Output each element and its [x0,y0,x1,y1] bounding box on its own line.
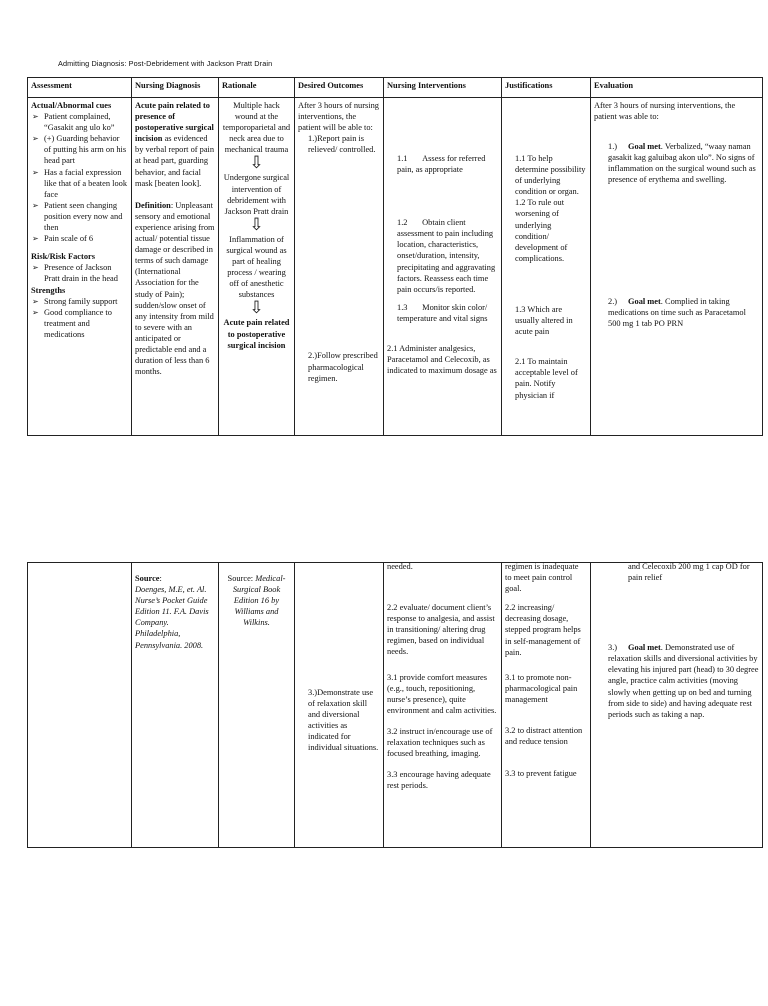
down-arrow-icon: ⇩ [249,214,264,235]
justification-item: 3.1 to promote non-pharmacological pain management [505,672,578,704]
strength-item: ➢ Good compliance to treatment and medications [31,307,128,340]
header-desired-outcomes: Desired Outcomes [295,78,384,98]
evaluation-item [594,141,759,185]
justification-item: 1.1 To help determine possibility of underlying condition or organ. [515,154,586,197]
cue-item: ➢ Pain scale of 6 [31,233,128,244]
intervention-item: 3.2 instruct in/encourage use of relaxation techniques such as focused breathing, imaging. [387,726,493,759]
cues-heading: Actual/Abnormal cues [31,101,112,110]
evaluation-continuation: and Celecoxib 200 mg 1 cap OD for pain relief [628,562,750,583]
intervention-item: needed. [387,562,413,571]
justification-item: 2.1 To maintain acceptable level of pain. Notify physician if [515,357,578,400]
justification-item: regimen is inadequate to meet pain control goal. [505,562,579,594]
header-assessment: Assessment [28,78,132,98]
justification-item: 2.2 increasing/ decreasing dosage, stepped program helps in self-management of pain. [505,603,581,657]
evaluation-text: . Verbalized, “waay naman gasakit kag galuibag akon ulo”. No signs of inflammation on the surgical wound such as presence of erythema and swelling. [608,142,756,185]
rationale-step: Undergone surgical intervention of debridement with Jackson Pratt drain [223,173,290,216]
evaluation-number: 1.) [608,142,618,152]
care-plan-table-page-1 [27,77,763,436]
source-label: Source [135,574,160,583]
strength-item: ➢ Strong family support [31,296,128,307]
cues-list [31,111,128,244]
evaluation-number: 3.) [608,643,618,653]
interventions-cell [384,563,502,848]
diagnosis-cell [132,563,219,848]
diagnosis-cell [132,98,219,436]
evaluation-cell [591,98,763,436]
risk-list [31,262,128,284]
strengths-list [31,296,128,340]
intervention-item: 1.2 Obtain client assessment to pain including location, characteristics, onset/duration, intensity, precipitating and aggravating factors. Reassess each time pain occurs/is reported. [397,218,496,294]
diagnosis-definition [135,200,215,378]
risk-item: ➢ Presence of Jackson Pratt drain in the head [31,262,128,284]
goal-met-label: Goal met [628,296,661,306]
evaluation-text: . Complied in taking medications on time such as Paracetamol 500 mg 1 tab PO PRN [608,296,746,328]
assessment-cell [28,563,132,848]
justification-item: 1.2 To rule out worsening of underlying condition/ development of complications. [515,198,568,263]
outcomes-intro: After 3 hours of nursing interventions, the patient will be able to: [298,101,379,133]
cue-item: ➢ Patient complained, “Gasakit ang ulo ko” [31,111,128,133]
rationale-source [222,573,291,628]
evaluation-text: . Demonstrated use of relaxation skills and diversional activities by elevating his injured part (head) to 30 degree angle, practice calm activities (moving slowly when getting up on bed and turning from side to side) and having adequate rest periods such as taking a nap. [608,643,759,719]
evaluation-item [594,296,759,329]
justification-item: 1.3 Which are usually altered in acute pain [515,304,573,337]
document-title: Admitting Diagnosis: Post-Debridement with Jackson Pratt Drain [58,59,273,68]
intervention-item: 2.2 evaluate/ document client’s response to analgesia, and assist in transitioning/ altering drug regimen, based on individual needs. [387,603,495,657]
rationale-cell [219,563,295,848]
cue-item: ➢ Has a facial expression like that of a beaten look face [31,167,128,200]
table-row [28,563,763,848]
header-justifications: Justifications [502,78,591,98]
definition-text: : Unpleasant sensory and emotional experience arising from actual/ potential tissue damage or described in terms of such damage (International Association for the study of Pain); sudden/slow onset of any intensity from mild to severe with an anticipated or predictable end and a duration of less than 6 months. [135,200,215,377]
evaluation-item [594,642,759,720]
down-arrow-icon: ⇩ [249,153,264,174]
care-plan-table-page-2 [27,562,763,848]
assessment-cell [28,98,132,436]
table-row [28,98,763,436]
intervention-item: 2.1 Administer analgesics, Paracetamol and Celecoxib, as indicated to maximum dosage as [387,344,497,376]
outcome-item: 1.)Report pain is relieved/ controlled. [308,134,376,155]
rationale-step: Multiple hack wound at the temporoparietal and neck area due to mechanical trauma [222,101,291,155]
cue-item: ➢ Patient seen changing position every now and then [31,200,128,233]
outcomes-cell [295,563,384,848]
header-row [28,78,763,98]
rationale-step: Inflammation of surgical wound as part of healing process / wearing off of anesthetic substances [226,234,287,300]
header-evaluation: Evaluation [591,78,763,98]
intervention-item: 3.1 provide comfort measures (e.g., touch, repositioning, nurse’s presence), quite environment and calm activities. [387,672,497,715]
header-nursing-diagnosis: Nursing Diagnosis [132,78,219,98]
source-text: Medical-Surgical Book Edition 16 by Williams and Wilkins. [232,574,286,628]
cue-item: ➢ (+) Guarding behavior of putting his arm on his head part [31,133,128,166]
intervention-item: 1.3 Monitor skin color/ temperature and vital signs [397,302,488,323]
interventions-cell [384,98,502,436]
intervention-item: 1.1 Assess for referred pain, as appropriate [397,154,486,175]
strengths-heading: Strengths [31,285,66,295]
justification-item: 3.2 to distract attention and reduce tension [505,726,583,747]
evaluation-cell [591,563,763,848]
intervention-item: 3.3 encourage having adequate rest periods. [387,770,491,791]
justifications-cell [502,563,591,848]
outcomes-cell [295,98,384,436]
diagnosis-evidence: as evidenced by verbal report of pain at head part, guarding behavior, and facial mask [beaten look]. [135,134,215,188]
diagnosis-source: Source: Doenges, M.E, et. Al. Nurse’s Pocket Guide Edition 11. F.A. Davis Company. Philadelphia, Pennsylvania. 2008. [135,574,209,650]
diagnosis-bold: Acute pain related to presence of postoperative surgical incision [135,101,214,144]
rationale-step: Acute pain related to postoperative surgical incision [223,318,290,350]
header-nursing-interventions: Nursing Interventions [384,78,502,98]
evaluation-intro: After 3 hours of nursing interventions, the patient was able to: [594,101,736,122]
goal-met-label: Goal met [628,643,661,653]
outcome-item: 3.)Demonstrate use of relaxation skill and diversional activities as indicated for individual situations. [308,688,379,753]
definition-label: Definition [135,200,171,210]
source-label: Source: [227,574,254,583]
header-rationale: Rationale [219,78,295,98]
down-arrow-icon: ⇩ [249,298,264,319]
justifications-cell [502,98,591,436]
rationale-cell [219,98,295,436]
outcome-item: 2.)Follow prescribed pharmacological regimen. [308,351,378,383]
source-text: Doenges, M.E, et. Al. Nurse’s Pocket Guide Edition 11. F.A. Davis Company. Philadelphia, Pennsylvania. 2008. [135,585,209,650]
evaluation-number: 2.) [608,296,618,306]
diagnosis-statement [135,100,215,189]
justification-item: 3.3 to prevent fatigue [505,769,577,779]
goal-met-label: Goal met [628,142,661,152]
risk-heading: Risk/Risk Factors [31,252,95,262]
